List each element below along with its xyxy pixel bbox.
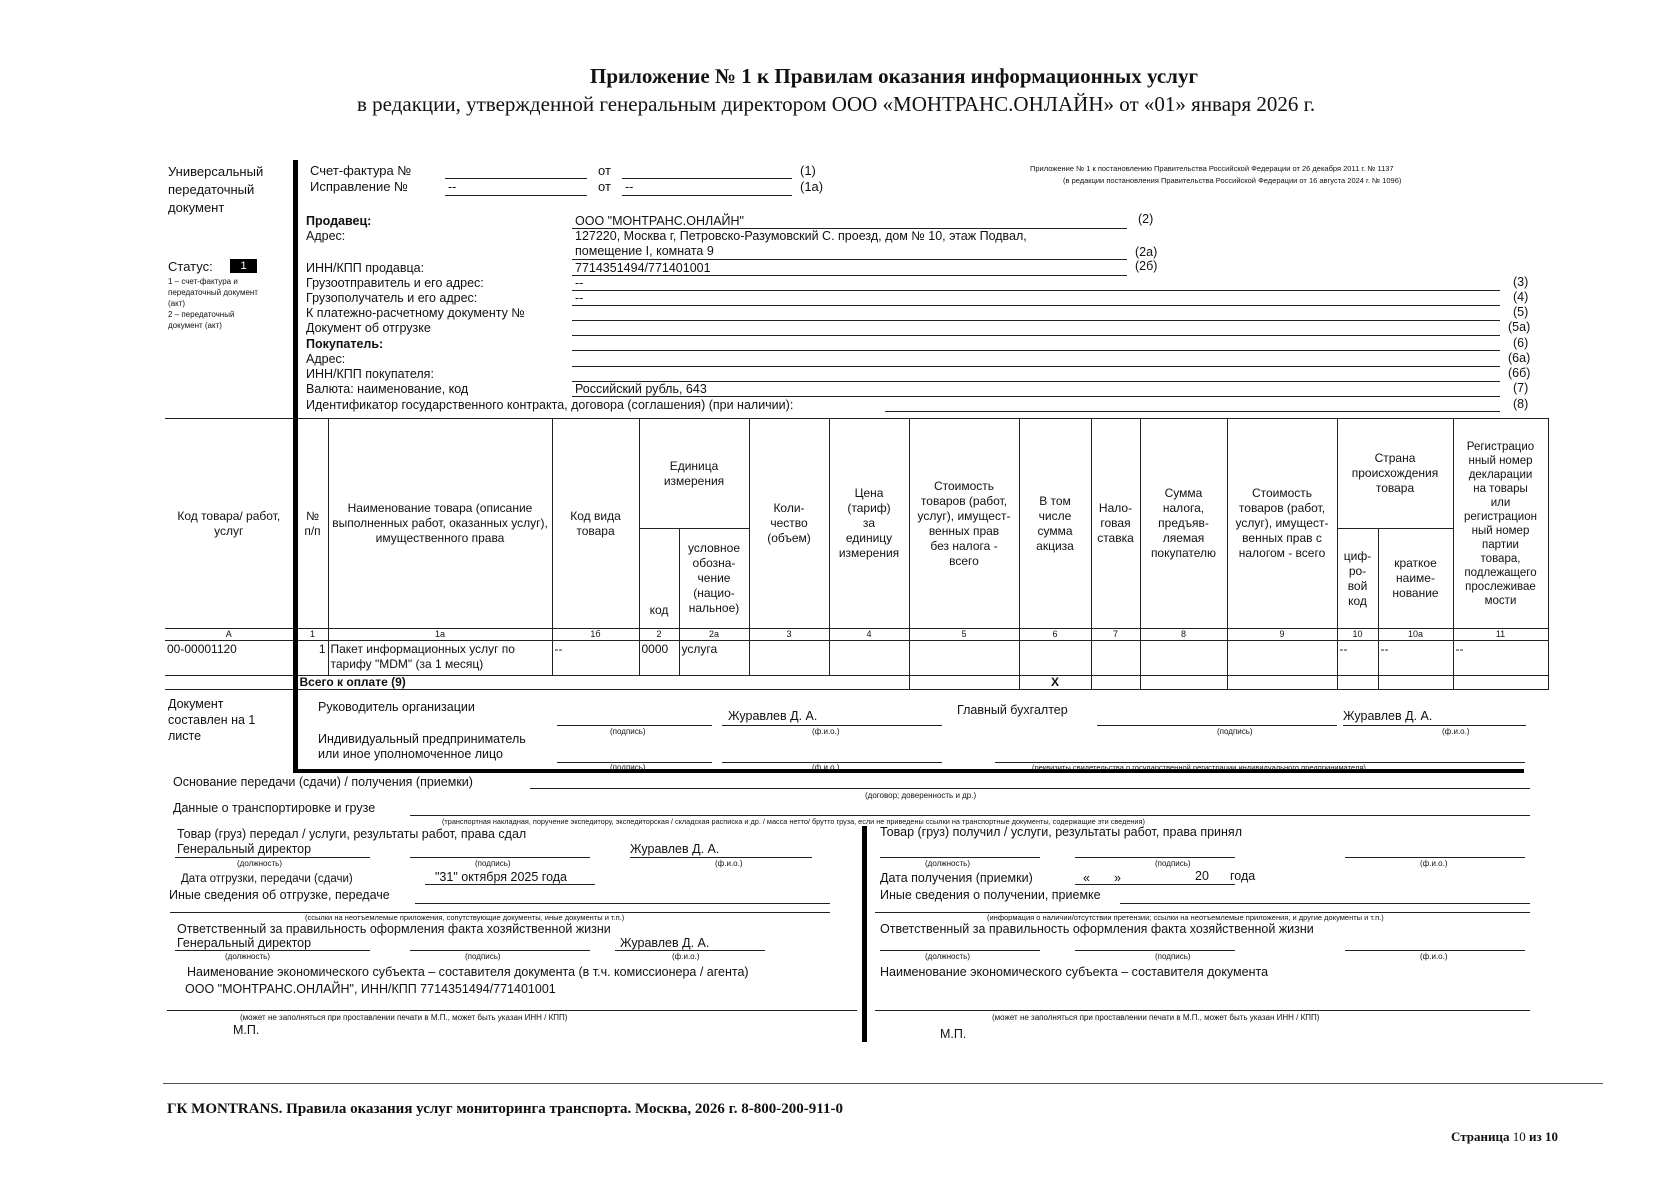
cell-unit-code: 0000 [639,641,679,676]
ship-date-label: Дата отгрузки, передачи (сдачи) [181,873,353,885]
received-position-caption: (должность) [925,859,970,868]
entity-right-stamp-note: (может не заполняться при проставлении печати в М.П., может быть указан ИНН / КПП) [992,1013,1320,1022]
resp-right-podpis-caption: (подпись) [1155,952,1191,961]
doc-type-line: передаточный [168,182,255,197]
cell-qty [749,641,829,676]
cell-cost [909,641,1019,676]
cell-reg: -- [1453,641,1548,676]
currency-value: Российский рубль, 643 [575,382,707,396]
correction-label: Исправление № [310,179,408,194]
head-label: Руководитель организации [318,700,475,714]
accountant-fio-caption: (ф.и.о.) [1442,727,1470,736]
receive-other-label: Иные сведения о получении, приемке [880,888,1101,902]
entity-right-label: Наименование экономического субъекта – составителя документа [880,965,1269,979]
accountant-label: Главный бухгалтер [957,703,1068,717]
doc-type-line: Универсальный [168,164,264,179]
resp-left-podpis-caption: (подпись) [465,952,501,961]
cell-country-name: -- [1378,641,1453,676]
gov-note-1: Приложение № 1 к постановлению Правительства Российской Федерации от 26 декабря 2011 г. № 1137 [1030,164,1394,173]
head-fio-caption: (ф.и.о.) [812,727,840,736]
correction-code: (1а) [800,179,824,194]
resp-left-fio-caption: (ф.и.о.) [672,952,700,961]
seller-value: ООО "МОНТРАНС.ОНЛАЙН" [575,214,744,228]
page-subtitle: в редакции, утвержденной генеральным директором ООО «МОНТРАНС.ОНЛАЙН» от «01» января 2026 г. [357,92,1316,116]
cell-num: 1 [295,641,328,676]
status-note: 2 – передаточный [168,310,235,319]
doc-type [168,163,263,217]
col-header-country-name: краткое наиме- нование [1378,529,1453,629]
col-number: 6 [1019,629,1091,641]
status-note: документ (акт) [168,321,222,330]
ip-fio-caption: (ф.и.о.) [812,763,840,772]
col-header-excise: В том числе сумма акциза [1019,419,1091,629]
handed-position: Генеральный директор [177,842,312,856]
page-number [1451,1129,1558,1145]
address-code: (2а) [1135,245,1158,259]
ip-label-2: или иное уполномоченное лицо [318,747,504,761]
contract-id-code: (8) [1513,397,1529,411]
cell-cost-tax [1227,641,1337,676]
seller-inn-label: ИНН/КПП продавца: [306,261,425,275]
buyer-label: Покупатель: [306,337,384,351]
table-row [165,641,1548,676]
col-header-tax: Сумма налога, предъяв- ляемая покупателю [1140,419,1227,629]
address-value-2: помещение I, комната 9 [575,244,714,258]
col-header-cost-tax: Стоимость товаров (работ, услуг), имущест- венных прав с налогом - всего [1227,419,1337,629]
accountant-name: Журавлев Д. А. [1343,709,1433,723]
gov-note-2: (в редакции постановления Правительства Российской Федерации от 16 августа 2024 г. № 1096) [1063,176,1402,185]
ship-other-note: (ссылки на неотъемлемые приложения, сопутствующие документы, иные документы и т.п.) [305,913,625,922]
cell-excise [1019,641,1091,676]
page-total: 10 [1544,1129,1558,1144]
page-title: Приложение № 1 к Правилам оказания информационных услуг [590,64,1198,88]
col-header-rate: Нало- говая ставка [1091,419,1140,629]
shipment-doc-code: (5а) [1508,320,1531,334]
basis-label: Основание передачи (сдачи) / получения (приемки) [173,775,473,789]
entity-left-stamp-note: (может не заполняться при проставлении печати в М.П., может быть указан ИНН / КПП) [240,1013,568,1022]
payment-doc-label: К платежно-расчетному документу № [306,306,525,320]
receive-other-note: (информация о наличии/отсутствии претензии; ссылки на неотъемлемые приложения, и другие документы и т.п.) [987,913,1384,922]
consignee-value: -- [575,291,584,305]
resp-right-label: Ответственный за правильность оформления факта хозяйственной жизни [880,922,1314,936]
col-header-name: Наименование товара (описание выполненных работ, оказанных услуг), имущественного права [328,419,552,629]
col-number: 8 [1140,629,1227,641]
shipper-label: Грузоотправитель и его адрес: [306,276,484,290]
page-label: Страница [1451,1129,1510,1144]
correction-value: -- [448,180,457,194]
col-number: А [165,629,295,641]
consignee-label: Грузополучатель и его адрес: [306,291,478,305]
doc-on-line: листе [168,729,202,743]
col-number: 1а [328,629,552,641]
total-excise: Х [1019,676,1091,690]
col-header-kind: Код вида товара [552,419,639,629]
correction-from-label: от [598,179,611,194]
received-label: Товар (груз) получил / услуги, результаты работ, права принял [880,825,1242,839]
consignee-code: (4) [1513,290,1529,304]
col-header-country-code: циф- ро- вой код [1337,529,1378,629]
handed-position-caption: (должность) [237,859,282,868]
invoice-label: Счет-фактура № [310,163,412,178]
resp-right-position-caption: (должность) [925,952,970,961]
cell-kind: -- [552,641,639,676]
col-header-country: Страна происхождения товара [1337,419,1453,529]
shipper-value: -- [575,276,584,290]
seller-code: (2) [1138,212,1154,226]
accountant-sign-caption: (подпись) [1217,727,1253,736]
col-number: 9 [1227,629,1337,641]
goods-table [165,418,1549,690]
seller-inn-value: 7714351494/771401001 [575,261,711,275]
col-header-code: Код товара/ работ, услуг [165,419,295,629]
col-header-unit-code: код [639,529,679,629]
col-number: 4 [829,629,909,641]
col-header-price: Цена (тариф) за единицу измерения [829,419,909,629]
payment-doc-code: (5) [1513,305,1529,319]
received-fio-caption: (ф.и.о.) [1420,859,1448,868]
col-number: 1 [295,629,328,641]
head-name: Журавлев Д. А. [728,709,818,723]
col-number: 1б [552,629,639,641]
entity-left-value: ООО "МОНТРАНС.ОНЛАЙН", ИНН/КПП 7714351494/771401001 [185,982,556,996]
col-number: 2 [639,629,679,641]
ip-note: (реквизиты свидетельства о государственной регистрации индивидуального предпринимателя) [1032,763,1366,772]
buyer-address-label: Адрес: [306,352,346,366]
page-num: 10 [1512,1129,1526,1144]
col-number: 5 [909,629,1019,641]
col-number: 7 [1091,629,1140,641]
seller-label: Продавец: [306,214,372,228]
resp-left-label: Ответственный за правильность оформления факта хозяйственной жизни [177,922,611,936]
address-label: Адрес: [306,229,346,243]
ship-date-value: "31" октября 2025 года [435,870,568,884]
resp-left-position: Генеральный директор [177,936,312,950]
receive-date-label: Дата получения (приемки) [880,871,1033,885]
cell-country-code: -- [1337,641,1378,676]
total-label: Всего к оплате (9) [295,676,909,690]
middle-divider [862,826,867,1042]
shipment-doc-label: Документ об отгрузке [306,321,431,335]
doc-on-line: Документ [168,697,224,711]
ip-sign-caption: (подпись) [610,763,646,772]
entity-left-label: Наименование экономического субъекта – составителя документа (в т.ч. комиссионера / агента) [187,965,749,979]
ip-label-1: Индивидуальный предприниматель [318,732,526,746]
transport-note: (транспортная накладная, поручение экспедитору, экспедиторская / складская расписка и др. / масса нетто/ брутто груза, если не приведены ссылки на транспортные документы, содержащие эти сведения) [442,817,1145,826]
col-header-reg: Регистрацио нный номер декларации на товары или регистрацион ный номер партии товара, подлежащего прослеживае мости [1453,419,1548,629]
status-note: 1 – счет-фактура и [168,277,238,286]
buyer-address-code: (6а) [1508,351,1531,365]
cell-unit-name: услуга [679,641,749,676]
cell-name: Пакет информационных услуг по тарифу "MDM" (за 1 месяц) [328,641,552,676]
transport-label: Данные о транспортировке и грузе [173,801,376,815]
status-value: 1 [230,259,257,273]
received-podpis-caption: (подпись) [1155,859,1191,868]
basis-note: (договор; доверенность и др.) [865,791,977,800]
cell-rate [1091,641,1140,676]
col-number: 2а [679,629,749,641]
col-number: 10а [1378,629,1453,641]
buyer-inn-label: ИНН/КПП покупателя: [306,367,434,381]
invoice-from-label: от [598,163,611,178]
status-note: (акт) [168,299,186,308]
buyer-code: (6) [1513,336,1529,350]
handed-label: Товар (груз) передал / услуги, результаты работ, права сдал [177,827,527,841]
col-header-unit: Единица измерения [639,419,749,529]
col-number: 3 [749,629,829,641]
doc-on-pages [168,696,255,744]
page-of: из [1528,1129,1542,1144]
status-label: Статус: [168,259,213,274]
shipper-code: (3) [1513,275,1529,289]
col-header-qty: Коли- чество (объем) [749,419,829,629]
status-notes [168,276,258,331]
cell-code: 00-00001120 [165,641,295,676]
col-header-num: № п/п [295,419,328,629]
col-header-cost: Стоимость товаров (работ, услуг), имущест- венных прав без налога - всего [909,419,1019,629]
resp-right-fio-caption: (ф.и.о.) [1420,952,1448,961]
ship-other-label: Иные сведения об отгрузке, передаче [169,888,390,902]
receive-date-year: 20 [1195,869,1209,883]
handed-name: Журавлев Д. А. [630,842,720,856]
address-value: 127220, Москва г, Петровско-Разумовский С. проезд, дом № 10, этаж Подвал, [575,229,1027,243]
doc-type-line: документ [168,200,225,215]
mp-left: М.П. [233,1023,260,1037]
status-note: передаточный документ [168,288,258,297]
resp-left-name: Журавлев Д. А. [620,936,710,950]
mp-right: М.П. [940,1027,967,1041]
col-number: 10 [1337,629,1378,641]
resp-left-position-caption: (должность) [225,952,270,961]
col-number: 11 [1453,629,1548,641]
buyer-inn-code: (6б) [1508,366,1531,380]
receive-date-q1: « [1083,871,1090,885]
currency-label: Валюта: наименование, код [306,382,469,396]
footer-divider [163,1083,1603,1084]
left-border-top [293,160,298,418]
receive-date-god: года [1230,869,1256,883]
invoice-code: (1) [800,163,816,178]
handed-podpis-caption: (подпись) [475,859,511,868]
currency-code: (7) [1513,381,1529,395]
footer-text: ГК MONTRANS. Правила оказания услуг мониторинга транспорта. Москва, 2026 г. 8-800-200-911-0 [167,1101,843,1117]
correction-date: -- [625,180,634,194]
doc-on-line: составлен на 1 [168,713,256,727]
col-header-unit-name: условное обозна- чение (нацио- нальное) [679,529,749,629]
cell-price [829,641,909,676]
contract-id-label: Идентификатор государственного контракта, договора (соглашения) (при наличии): [306,398,794,412]
left-border-sign [293,685,298,773]
seller-inn-code: (2б) [1135,259,1158,273]
handed-fio-caption: (ф.и.о.) [715,859,743,868]
cell-tax [1140,641,1227,676]
head-sign-caption: (подпись) [610,727,646,736]
receive-date-q2: » [1114,871,1121,885]
